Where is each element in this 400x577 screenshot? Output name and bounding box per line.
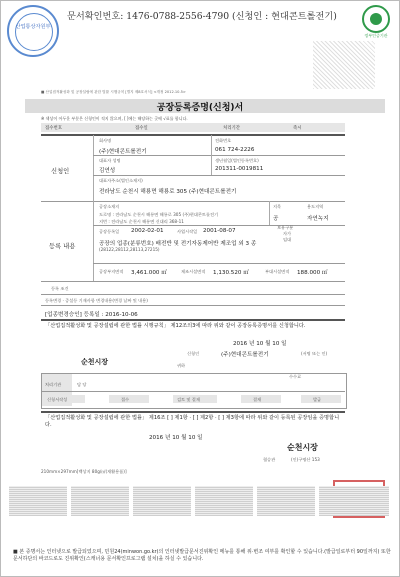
site-area: 3,461.000 ㎡ <box>131 270 167 276</box>
verification-footer: ■ 본 증명서는 인터넷으로 발급되었으며, 민원24(minwon.go.kr)의 인터넷발급문서진위확인 메뉴를 통해 위·변조 여부를 확인할 수 있습니다.(발급일로부터 90일까지) 또한 문서하단의 바코드로도 진위확인(스캐너용 문서확인프로그램 설치)을 하실 수 있습니다. <box>13 549 391 562</box>
divider <box>93 135 94 201</box>
factory-address-label: 공장소재지 <box>99 204 120 209</box>
application-date: 2016 년 10 월 10 일 <box>233 341 287 347</box>
ownership-type-label: 보유구분 <box>277 225 294 230</box>
registration-condition-label: 등록 조건 <box>51 286 69 291</box>
manufacturing-area: 1,130.520 ㎡ <box>213 270 249 276</box>
phone-label: 전화번호 <box>215 138 232 143</box>
site-area-label: 공장부지면적 <box>99 269 124 274</box>
divider <box>211 135 212 175</box>
flow-step-label: 검토 및 결재 <box>177 397 200 402</box>
processing-period-value: 즉시 <box>293 126 302 131</box>
document-number: 문서확인번호: 1476-0788-2556-4790 (신청인 : 현대콘트롤전기) <box>67 11 337 22</box>
registration-number: 201311-0019811 <box>215 166 264 172</box>
divider <box>93 175 345 176</box>
zoning-value: 자연녹지 <box>307 216 329 222</box>
divider <box>41 201 345 202</box>
ownership-rent-option: 임대 <box>283 237 292 242</box>
registration-number-label: 생년월일(법인등록번호) <box>215 158 259 163</box>
flow-step-label: 접수 <box>121 397 130 402</box>
business-start-date: 2001-08-07 <box>203 228 236 234</box>
divider <box>41 281 345 282</box>
industry-type: 공장의 업종(분류번호) 배전반 및 전기자동제어반 제조업 외 3 종 <box>99 241 257 247</box>
certification-statement: 「산업집적활성화 및 공장설립에 관한 법률」 제16조 [ ] 제1항 · [ ] 제2항 · [ ] 제3항에 따라 위와 같이 등록된 공장임을 증명합니다. <box>45 415 340 428</box>
government-seal-icon: 산업통상자원부 <box>7 5 59 57</box>
paper-size-note: 210mm×297mm[백상지 80g/㎡(재활용품)] <box>41 469 127 474</box>
company-name: (주)현대콘트롤전기 <box>99 149 147 155</box>
divider <box>93 225 345 226</box>
flow-step-label: 신청서작성 <box>47 397 68 402</box>
company-name-label: 회사명 <box>99 138 112 143</box>
approval-value: (인)구명산 153 <box>291 457 320 462</box>
divider <box>41 319 345 321</box>
change-history-label: 등록변경 · 증설등 기재사항 변경내용(변경 날짜 및 내용) <box>45 298 148 303</box>
representative-name: 김연성 <box>99 168 116 174</box>
divider <box>269 201 270 225</box>
document-title: 공장등록증명(신청)서 <box>156 103 244 113</box>
recipient-suffix: 귀하 <box>177 363 186 368</box>
issuer-name: 순천시장 <box>287 443 318 452</box>
auxiliary-area: 188.000 ㎡ <box>297 270 328 276</box>
recipient-name: 순천시장 <box>81 358 109 366</box>
zoning-label: 용도지역 <box>307 204 324 209</box>
manufacturing-area-label: 제조시설면적 <box>181 269 206 274</box>
approval-label: 협승관 <box>263 457 276 462</box>
flow-step-label: 발급 <box>313 397 322 402</box>
representative-label: 대표자 성명 <box>99 158 121 163</box>
divider <box>41 305 345 306</box>
applicant-signature-name: (주)현대콘트롤전기 <box>221 352 269 358</box>
processor-label: 담 당 <box>77 382 87 387</box>
form-instruction: ※ 색상이 어두운 부분은 신청인이 적지 않으며, [ ]에는 해당하는 곳에 √표를 합니다. <box>41 116 188 121</box>
representative-address: 전라남도 순천시 해룡면 해룡로 305 (주)현대콘트롤전기 <box>99 189 237 195</box>
certification-date: 2016 년 10 월 10 일 <box>149 435 203 441</box>
divider <box>41 391 345 392</box>
registration-date-label: 공장등록일 <box>99 229 120 234</box>
industry-codes: (28122,28112,28113,27215) <box>99 247 160 252</box>
representative-address-label: 대표자주소(법인소재지) <box>99 178 143 183</box>
registration-date: 2002-02-01 <box>131 228 164 234</box>
regulation-note: ■ 산업집적활성화 및 공장설립에 관한 법률 시행규칙 [별지 제8호서식] <개정 2012.10.5> <box>41 90 186 94</box>
watermark-pattern <box>313 41 375 89</box>
reception-number-label: 접수번호 <box>45 126 62 131</box>
fee-label: 수수료 <box>289 374 302 379</box>
divider <box>93 263 345 264</box>
security-barcode <box>9 486 393 516</box>
land-category-label: 지목 <box>273 204 282 209</box>
change-record: [업종변경승인] 등록일 : 2016-10-06 <box>45 312 138 318</box>
phone-number: 061 724-2226 <box>215 147 255 153</box>
divider <box>93 155 345 156</box>
flow-step-label: 결재 <box>253 397 262 402</box>
divider <box>41 294 345 295</box>
registration-section-label: 등록 내용 <box>49 243 76 250</box>
factory-lot-address: 지번 : 전라남도 순천시 해룡면 신대리 368-11 <box>99 219 184 224</box>
reception-date-label: 접수일 <box>135 126 148 131</box>
auxiliary-area-label: 부대시설면적 <box>265 269 290 274</box>
processing-agency-label: 처리기관 <box>45 382 62 387</box>
divider <box>41 411 345 413</box>
applicant-signature-label: 신청인 <box>187 351 200 356</box>
signature-note: (서명 또는 인) <box>301 351 328 356</box>
certification-mark-icon: 정부인증기관 <box>359 5 393 39</box>
business-start-label: 사업시작일 <box>177 229 198 234</box>
divider <box>41 134 345 136</box>
ownership-own-option: 자가 <box>283 231 292 236</box>
land-category-value: 공 <box>273 216 279 222</box>
application-statement: 「산업집적활성화 및 공장설립에 관한 법률 시행규칙」 제12조의3에 따라 위와 같이 공장등록증명서를 신청합니다. <box>45 323 306 329</box>
processing-period-label: 처리기간 <box>223 126 240 131</box>
applicant-section-label: 신청인 <box>51 168 70 175</box>
divider <box>93 201 94 281</box>
factory-road-address: 도로명 : 전라남도 순천시 해룡면 해룡로 305 (주)현대콘트롤전기 <box>99 212 219 217</box>
